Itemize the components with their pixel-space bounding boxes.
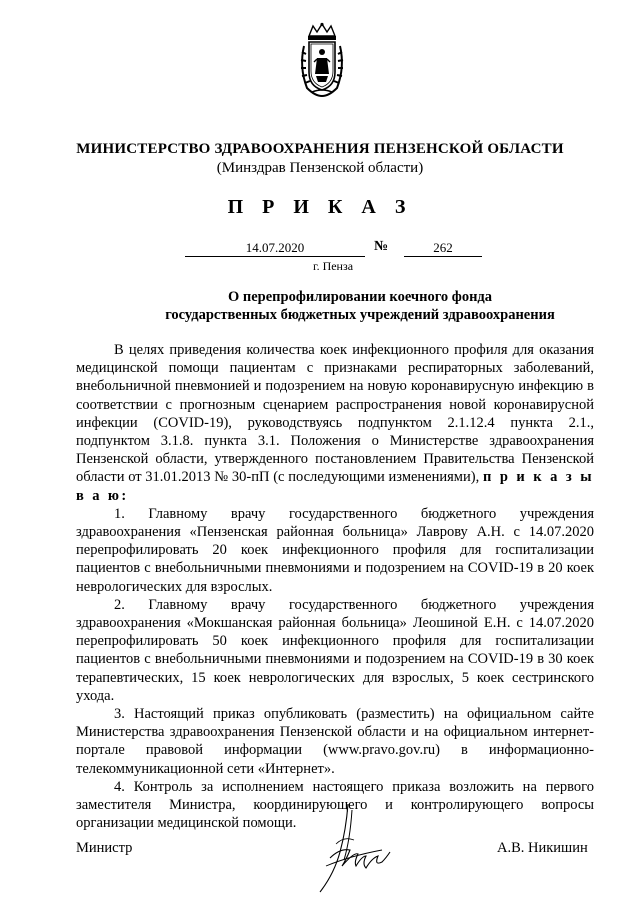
order-item-4: 4. Контроль за исполнением настоящего приказа возложить на первого заместителя Министра, координирующего и контролирующего вопросы организации медицинской помощи. — [76, 778, 594, 832]
order-subject — [80, 288, 640, 324]
order-item-2: 2. Главному врачу государственного бюджетного учреждения здравоохранения «Мокшанская районная больница» Леошиной Е.Н. с 14.07.2020 перепрофилировать 50 коек инфекционного профиля для госпитализации пациентов с внебольничными пневмониями и подозрением на COVID-19 в 30 коек терапевтических, 15 коек неврологических для взрослых, 5 коек сестринского ухода. — [76, 596, 594, 704]
coat-of-arms-icon — [297, 22, 347, 98]
document-type-title: П Р И К А З — [227, 196, 413, 218]
subject-line-2: государственных бюджетных учреждений здравоохранения — [165, 307, 555, 323]
number-sign: № — [374, 239, 389, 254]
subject-line-1: О перепрофилировании коечного фонда — [227, 289, 493, 305]
order-item-3: 3. Настоящий приказ опубликовать (разместить) на официальном сайте Министерства здравоохранения Пензенской области и на официальном интернет-портале правовой информации (www.pravo.gov.ru) в информационно-телекоммуникационной сети «Интернет». — [76, 706, 594, 777]
order-date: 14.07.2020 — [185, 240, 365, 257]
ministry-short-name: (Минздрав Пензенской области) — [216, 160, 424, 176]
preamble-text: В целях приведения количества коек инфекционного профиля для оказания медицинской помощи пациентам с признаками респираторных заболеваний, внебольничной пневмонией и подозрением на новую коронавирусную инфекцию в соответствии с прогнозным сценарием распространения новой коронавирусной инфекции (COVID-19), руководствуясь подпунктом 2.1.12.4 пункта 2.1., подпунктом 3.1.8. пункта 3.1. Положения о Министерстве здравоохранения Пензенской области, утвержденного постановлением Правительства Пензенской области от 31.01.2013 № 30-пП (с последующими изменениями), — [76, 342, 594, 486]
order-word: п р и к а з ы в а ю: — [76, 469, 594, 504]
order-number: 262 — [404, 240, 482, 257]
preamble-paragraph — [76, 341, 594, 505]
order-body — [76, 341, 594, 832]
signer-role: Министр — [76, 840, 133, 856]
order-city: г. Пенза — [313, 259, 354, 273]
signer-name: А.В. Никишин — [497, 840, 588, 856]
order-item-1: 1. Главному врачу государственного бюджетного учреждения здравоохранения «Пензенская районная больница» Лаврову А.Н. с 14.07.2020 перепрофилировать 20 коек инфекционного профиля для госпитализации пациентов с внебольничными пневмониями и подозрением на COVID-19 в 20 коек неврологических для взрослых. — [76, 505, 594, 595]
ministry-title: МИНИСТЕРСТВО ЗДРАВООХРАНЕНИЯ ПЕНЗЕНСКОЙ ОБЛАСТИ — [76, 141, 564, 157]
handwritten-signature — [300, 800, 400, 895]
